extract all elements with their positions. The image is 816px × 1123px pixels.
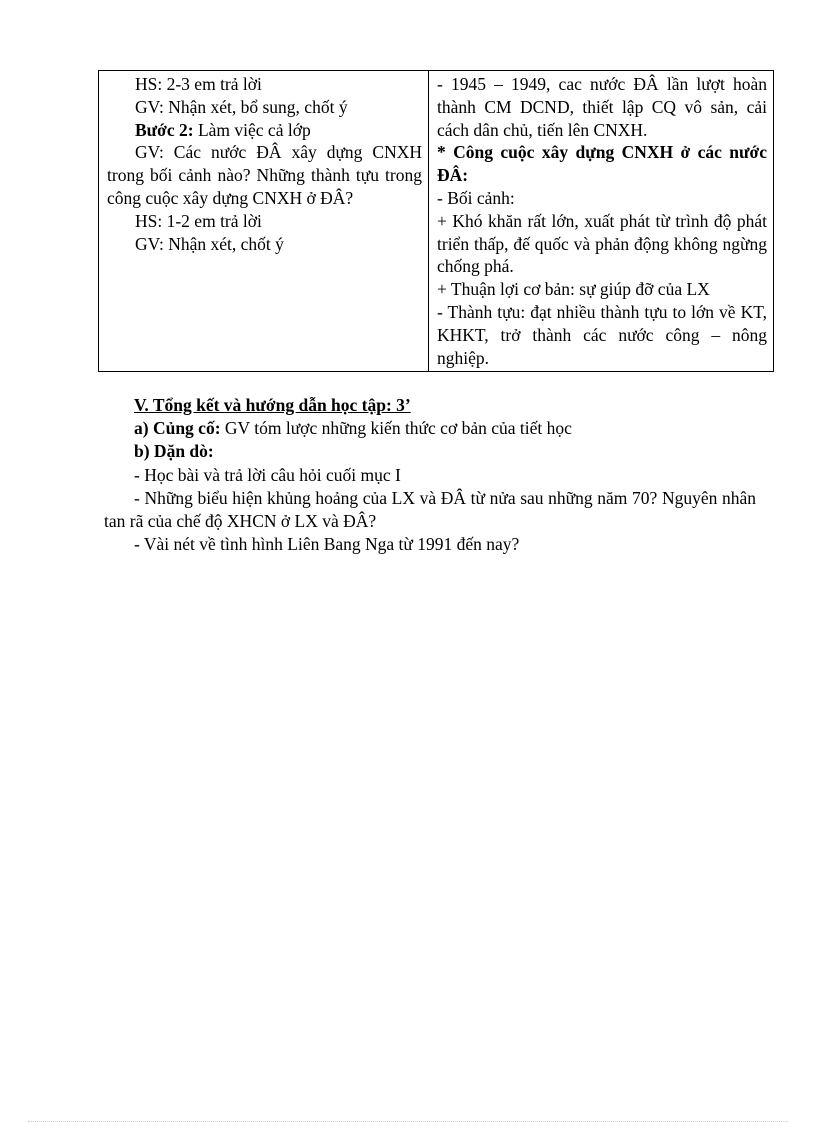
- consolidation-label: a) Củng cố:: [134, 418, 221, 439]
- student-answer-1: HS: 2-3 em trả lời: [135, 74, 262, 94]
- content-paragraph-1: - 1945 – 1949, cac nước ĐÂ lần lượt hoàn thành CM DCND, thiết lập CQ vô sản, cải cách dân chủ, tiến lên CNXH.: [437, 74, 767, 140]
- teacher-question: GV: Các nước ĐÂ xây dựng CNXH trong bối cảnh nào? Những thành tựu trong công cuộc xây dựng CNXH ở ĐÂ?: [107, 142, 422, 208]
- table-row: [99, 71, 774, 372]
- content-heading: * Công cuộc xây dựng CNXH ở các nước ĐÂ:: [437, 142, 767, 186]
- consolidation-text: GV tóm lược những kiến thức cơ bản của tiết học: [220, 418, 572, 439]
- homework-item-2: - Những biểu hiện khủng hoảng của LX và ĐÂ từ nửa sau những năm 70? Nguyên nhân tan rã của chế độ XHCN ở LX và ĐÂ?: [104, 487, 756, 532]
- summary-title: V. Tổng kết và hướng dẫn học tập: 3’: [134, 395, 411, 415]
- page-bottom-divider: [28, 1121, 788, 1122]
- consolidation-line: [104, 417, 756, 440]
- advantages-text: + Thuận lợi cơ bản: sự giúp đỡ của LX: [437, 279, 710, 300]
- step-2-label: Bước 2:: [135, 119, 194, 140]
- homework-label: b) Dặn dò:: [134, 441, 214, 462]
- teacher-note-2: GV: Nhận xét, chốt ý: [135, 233, 284, 254]
- achievements-text: - Thành tựu: đạt nhiều thành tựu to lớn về KT, KHKT, trở thành các nước công – nông nghiệp.: [437, 301, 767, 368]
- teacher-student-activity-cell: [99, 71, 429, 372]
- step-2: [107, 119, 422, 142]
- step-2-text: Làm việc cả lớp: [193, 119, 311, 140]
- knowledge-content-cell: [429, 71, 774, 372]
- homework-item-1: - Học bài và trả lời câu hỏi cuối mục I: [134, 464, 401, 485]
- homework-item-3: - Vài nét về tình hình Liên Bang Nga từ 1991 đến nay?: [134, 534, 520, 555]
- student-answer-2: HS: 1-2 em trả lời: [135, 210, 262, 231]
- summary-section: [104, 394, 756, 556]
- difficulties-text: + Khó khăn rất lớn, xuất phát từ trình độ phát triển thấp, đế quốc và phản động không ngừng chống phá.: [437, 210, 767, 277]
- lesson-table: [98, 70, 774, 372]
- context-label: - Bối cảnh:: [437, 187, 515, 208]
- teacher-note-1: GV: Nhận xét, bổ sung, chốt ý: [135, 96, 348, 117]
